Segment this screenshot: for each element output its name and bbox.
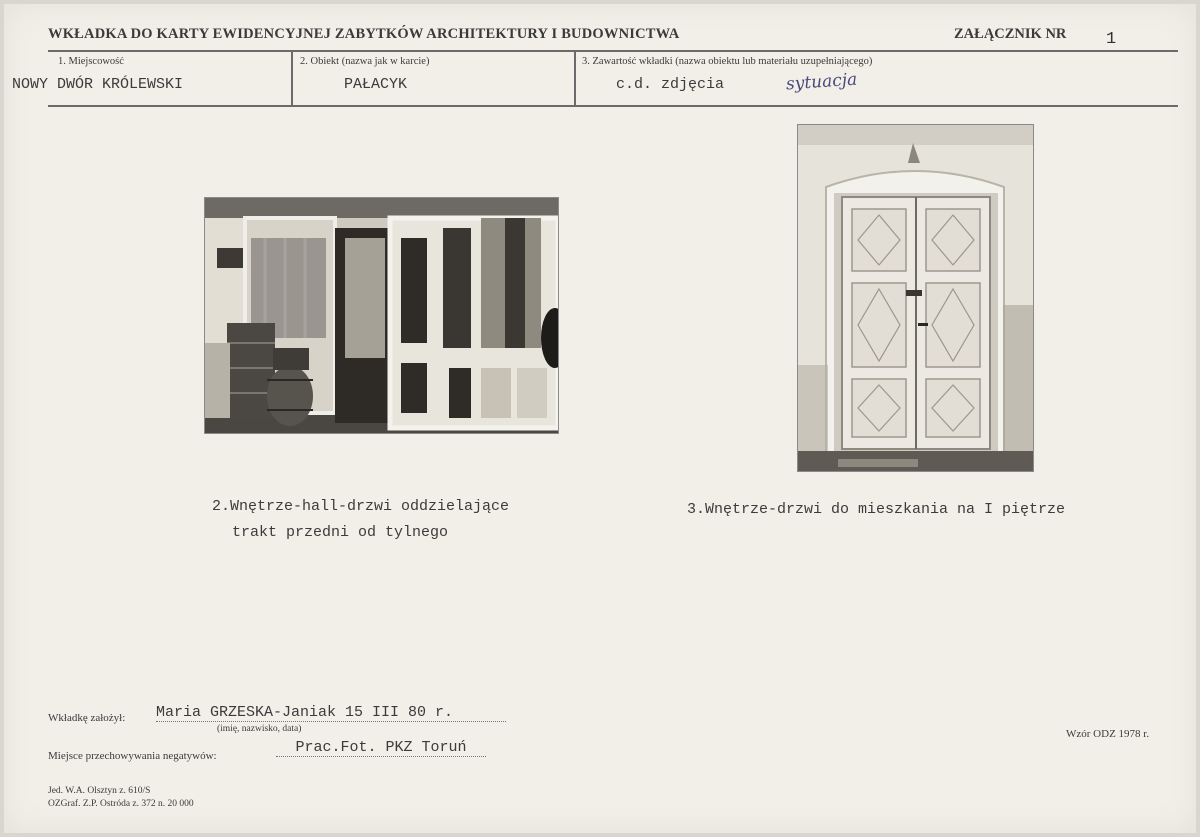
print-note-1: Jed. W.A. Olsztyn z. 610/S xyxy=(48,786,151,796)
photo-hall-doors-caption-line2: trakt przedni od tylnego xyxy=(232,524,449,541)
object-value: PAŁACYK xyxy=(344,76,408,93)
header-rule-top xyxy=(48,50,1178,52)
content-value: c.d. zdjęcia xyxy=(616,76,725,93)
document-title: WKŁADKA DO KARTY EWIDENCYJNEJ ZABYTKÓW ARCHITEKTURY I BUDOWNICTWA xyxy=(48,26,680,42)
photo-apartment-door xyxy=(797,124,1034,472)
photo-hall-doors xyxy=(204,197,559,434)
photo-hall-doors-caption-line1: 2.Wnętrze-hall-drzwi oddzielające xyxy=(212,498,510,515)
document-sheet xyxy=(4,4,1196,833)
place-label: 1. Miejscowość xyxy=(58,56,124,67)
content-handwritten: sytuacja xyxy=(785,69,858,95)
content-label: 3. Zawartość wkładki (nazwa obiektu lub materiału uzupełniającego) xyxy=(582,56,873,67)
photo-apartment-door-caption: 3.Wnętrze-drzwi do mieszkania na I piętrze xyxy=(687,501,1066,518)
annex-label: ZAŁĄCZNIK NR xyxy=(954,26,1067,42)
header-rule-bottom xyxy=(48,105,1178,107)
author-label: Wkładkę założył: xyxy=(48,712,126,724)
field-divider-1 xyxy=(291,50,293,106)
photo-apartment-door-image xyxy=(798,125,1033,471)
storage-value: Prac.Fot. PKZ Toruń xyxy=(276,739,486,757)
storage-label: Miejsce przechowywania negatywów: xyxy=(48,750,217,762)
photo-hall-doors-image xyxy=(205,198,558,433)
template-note: Wzór ODZ 1978 r. xyxy=(1066,728,1150,740)
object-label: 2. Obiekt (nazwa jak w karcie) xyxy=(300,56,430,67)
place-value: NOWY DWÓR KRÓLEWSKI xyxy=(12,76,184,93)
field-divider-2 xyxy=(574,50,576,106)
author-value: Maria GRZESKA-Janiak 15 III 80 r. xyxy=(156,704,506,722)
author-hint: (imię, nazwisko, data) xyxy=(217,724,302,734)
annex-number: 1 xyxy=(1106,30,1117,49)
print-note-2: OZGraf. Z.P. Ostróda z. 372 n. 20 000 xyxy=(48,799,194,809)
